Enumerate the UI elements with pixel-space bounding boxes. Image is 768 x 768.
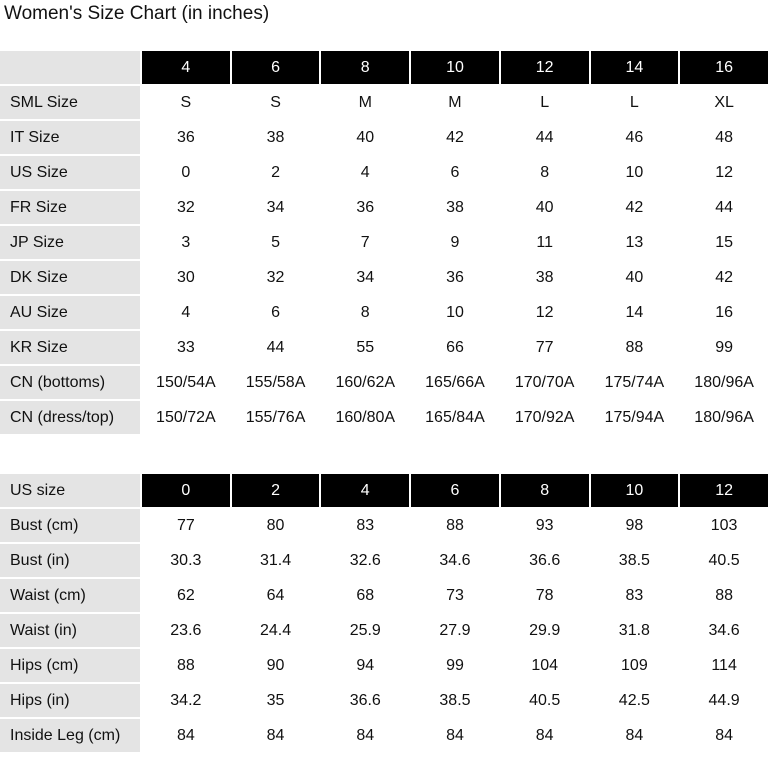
table-row bbox=[0, 86, 768, 119]
table-cell: 77 bbox=[501, 331, 589, 364]
table-cell: S bbox=[232, 86, 320, 119]
table-cell: 68 bbox=[321, 579, 409, 612]
table-cell: 160/62A bbox=[321, 366, 409, 399]
table-cell: 33 bbox=[142, 331, 230, 364]
table-cell: 109 bbox=[591, 649, 679, 682]
table-cell: 83 bbox=[321, 509, 409, 542]
table-cell: XL bbox=[680, 86, 768, 119]
column-header: 0 bbox=[142, 474, 230, 507]
table-cell: 3 bbox=[142, 226, 230, 259]
table-cell: 165/84A bbox=[411, 401, 499, 434]
table-cell: 16 bbox=[680, 296, 768, 329]
table-cell: 175/74A bbox=[591, 366, 679, 399]
row-label: US Size bbox=[0, 156, 140, 189]
column-header: 10 bbox=[591, 474, 679, 507]
table-cell: L bbox=[501, 86, 589, 119]
table-cell: 165/66A bbox=[411, 366, 499, 399]
table-cell: 84 bbox=[680, 719, 768, 752]
table-cell: 40 bbox=[591, 261, 679, 294]
table-row bbox=[0, 579, 768, 612]
row-label: CN (bottoms) bbox=[0, 366, 140, 399]
row-label: Inside Leg (cm) bbox=[0, 719, 140, 752]
table-cell: 88 bbox=[680, 579, 768, 612]
table-cell: 29.9 bbox=[501, 614, 589, 647]
table-cell: 0 bbox=[142, 156, 230, 189]
table-cell: 180/96A bbox=[680, 401, 768, 434]
table-cell: 150/54A bbox=[142, 366, 230, 399]
row-label: Waist (in) bbox=[0, 614, 140, 647]
table-cell: 8 bbox=[501, 156, 589, 189]
table-cell: 30 bbox=[142, 261, 230, 294]
row-label: Hips (cm) bbox=[0, 649, 140, 682]
table-cell: 35 bbox=[232, 684, 320, 717]
table-cell: 12 bbox=[680, 156, 768, 189]
table-cell: 38 bbox=[232, 121, 320, 154]
table-cell: M bbox=[411, 86, 499, 119]
table-cell: 11 bbox=[501, 226, 589, 259]
table-cell: 14 bbox=[591, 296, 679, 329]
table-cell: 175/94A bbox=[591, 401, 679, 434]
row-label: SML Size bbox=[0, 86, 140, 119]
table-cell: 38.5 bbox=[411, 684, 499, 717]
table-cell: 160/80A bbox=[321, 401, 409, 434]
body-measurements-table bbox=[0, 472, 768, 754]
table-cell: 114 bbox=[680, 649, 768, 682]
column-header: 8 bbox=[321, 51, 409, 84]
table-cell: 27.9 bbox=[411, 614, 499, 647]
row-label: Bust (in) bbox=[0, 544, 140, 577]
table-cell: 78 bbox=[501, 579, 589, 612]
table-cell: 8 bbox=[321, 296, 409, 329]
table-cell: 104 bbox=[501, 649, 589, 682]
table-row bbox=[0, 261, 768, 294]
table-cell: 7 bbox=[321, 226, 409, 259]
table-cell: 40.5 bbox=[501, 684, 589, 717]
table-cell: 84 bbox=[591, 719, 679, 752]
table-cell: 42 bbox=[680, 261, 768, 294]
table-cell: M bbox=[321, 86, 409, 119]
table-cell: 34.6 bbox=[680, 614, 768, 647]
size-conversion-table bbox=[0, 49, 768, 436]
row-label: JP Size bbox=[0, 226, 140, 259]
table-row bbox=[0, 509, 768, 542]
table-cell: 31.4 bbox=[232, 544, 320, 577]
table-cell: 88 bbox=[591, 331, 679, 364]
table-cell: 99 bbox=[680, 331, 768, 364]
table-cell: 84 bbox=[232, 719, 320, 752]
table-cell: 155/76A bbox=[232, 401, 320, 434]
table-cell: 84 bbox=[501, 719, 589, 752]
table-row bbox=[0, 614, 768, 647]
table-cell: 32 bbox=[232, 261, 320, 294]
table-cell: 24.4 bbox=[232, 614, 320, 647]
table-cell: 38 bbox=[501, 261, 589, 294]
table-cell: 2 bbox=[232, 156, 320, 189]
table-cell: 66 bbox=[411, 331, 499, 364]
column-header: 12 bbox=[680, 474, 768, 507]
table-cell: 84 bbox=[142, 719, 230, 752]
table-cell: 46 bbox=[591, 121, 679, 154]
table-row bbox=[0, 401, 768, 434]
table-cell: 48 bbox=[680, 121, 768, 154]
table-row bbox=[0, 226, 768, 259]
table-cell: 5 bbox=[232, 226, 320, 259]
table-row bbox=[0, 684, 768, 717]
table-cell: 10 bbox=[411, 296, 499, 329]
table-cell: 94 bbox=[321, 649, 409, 682]
column-header: 8 bbox=[501, 474, 589, 507]
table-row bbox=[0, 544, 768, 577]
table-row bbox=[0, 719, 768, 752]
page-title: Women's Size Chart (in inches) bbox=[4, 3, 270, 24]
corner-cell: US size bbox=[0, 474, 140, 507]
table-cell: 12 bbox=[501, 296, 589, 329]
table-cell: 6 bbox=[232, 296, 320, 329]
row-label: Hips (in) bbox=[0, 684, 140, 717]
table-cell: 55 bbox=[321, 331, 409, 364]
table-cell: 180/96A bbox=[680, 366, 768, 399]
table-cell: 170/70A bbox=[501, 366, 589, 399]
corner-cell bbox=[0, 51, 140, 84]
table-row bbox=[0, 156, 768, 189]
column-header: 4 bbox=[142, 51, 230, 84]
table-cell: 36 bbox=[321, 191, 409, 224]
table-cell: 73 bbox=[411, 579, 499, 612]
table-cell: 42 bbox=[591, 191, 679, 224]
table-cell: 170/92A bbox=[501, 401, 589, 434]
table-cell: 44 bbox=[232, 331, 320, 364]
table-cell: 34.2 bbox=[142, 684, 230, 717]
table-cell: 36 bbox=[411, 261, 499, 294]
table-cell: 9 bbox=[411, 226, 499, 259]
table-cell: 15 bbox=[680, 226, 768, 259]
table-cell: 150/72A bbox=[142, 401, 230, 434]
table-cell: 40.5 bbox=[680, 544, 768, 577]
table-cell: 13 bbox=[591, 226, 679, 259]
table-cell: 25.9 bbox=[321, 614, 409, 647]
row-label: CN (dress/top) bbox=[0, 401, 140, 434]
table-cell: 84 bbox=[411, 719, 499, 752]
table-cell: 23.6 bbox=[142, 614, 230, 647]
table-cell: 30.3 bbox=[142, 544, 230, 577]
table-row bbox=[0, 121, 768, 154]
table-cell: 36 bbox=[142, 121, 230, 154]
table-cell: 88 bbox=[411, 509, 499, 542]
table-cell: 44 bbox=[501, 121, 589, 154]
table-cell: 38.5 bbox=[591, 544, 679, 577]
table-cell: 6 bbox=[411, 156, 499, 189]
row-label: Bust (cm) bbox=[0, 509, 140, 542]
table-cell: 10 bbox=[591, 156, 679, 189]
row-label: FR Size bbox=[0, 191, 140, 224]
table-cell: 34.6 bbox=[411, 544, 499, 577]
table-cell: 83 bbox=[591, 579, 679, 612]
table-cell: 40 bbox=[501, 191, 589, 224]
table-cell: 93 bbox=[501, 509, 589, 542]
table-cell: 42.5 bbox=[591, 684, 679, 717]
table-cell: 36.6 bbox=[501, 544, 589, 577]
header-row bbox=[0, 51, 768, 84]
column-header: 14 bbox=[591, 51, 679, 84]
table-cell: 32 bbox=[142, 191, 230, 224]
table-cell: 77 bbox=[142, 509, 230, 542]
column-header: 2 bbox=[232, 474, 320, 507]
table-row bbox=[0, 331, 768, 364]
table-cell: 40 bbox=[321, 121, 409, 154]
row-label: AU Size bbox=[0, 296, 140, 329]
table-cell: 62 bbox=[142, 579, 230, 612]
table-cell: 80 bbox=[232, 509, 320, 542]
table-cell: 32.6 bbox=[321, 544, 409, 577]
table-cell: 98 bbox=[591, 509, 679, 542]
table-cell: 31.8 bbox=[591, 614, 679, 647]
table-cell: 36.6 bbox=[321, 684, 409, 717]
table-cell: 88 bbox=[142, 649, 230, 682]
column-header: 12 bbox=[501, 51, 589, 84]
column-header: 6 bbox=[411, 474, 499, 507]
table-cell: 64 bbox=[232, 579, 320, 612]
row-label: IT Size bbox=[0, 121, 140, 154]
row-label: KR Size bbox=[0, 331, 140, 364]
table-cell: 4 bbox=[142, 296, 230, 329]
table-row bbox=[0, 296, 768, 329]
table-row bbox=[0, 649, 768, 682]
table-cell: 44.9 bbox=[680, 684, 768, 717]
table-cell: 155/58A bbox=[232, 366, 320, 399]
column-header: 10 bbox=[411, 51, 499, 84]
table-cell: L bbox=[591, 86, 679, 119]
row-label: Waist (cm) bbox=[0, 579, 140, 612]
table-cell: 4 bbox=[321, 156, 409, 189]
column-header: 4 bbox=[321, 474, 409, 507]
table-cell: 103 bbox=[680, 509, 768, 542]
table-cell: 99 bbox=[411, 649, 499, 682]
table-cell: 38 bbox=[411, 191, 499, 224]
table-cell: 84 bbox=[321, 719, 409, 752]
table-cell: 34 bbox=[321, 261, 409, 294]
column-header: 16 bbox=[680, 51, 768, 84]
header-row bbox=[0, 474, 768, 507]
table-cell: 42 bbox=[411, 121, 499, 154]
table-cell: 90 bbox=[232, 649, 320, 682]
row-label: DK Size bbox=[0, 261, 140, 294]
table-row bbox=[0, 366, 768, 399]
table-cell: S bbox=[142, 86, 230, 119]
table-cell: 34 bbox=[232, 191, 320, 224]
table-cell: 44 bbox=[680, 191, 768, 224]
column-header: 6 bbox=[232, 51, 320, 84]
table-row bbox=[0, 191, 768, 224]
